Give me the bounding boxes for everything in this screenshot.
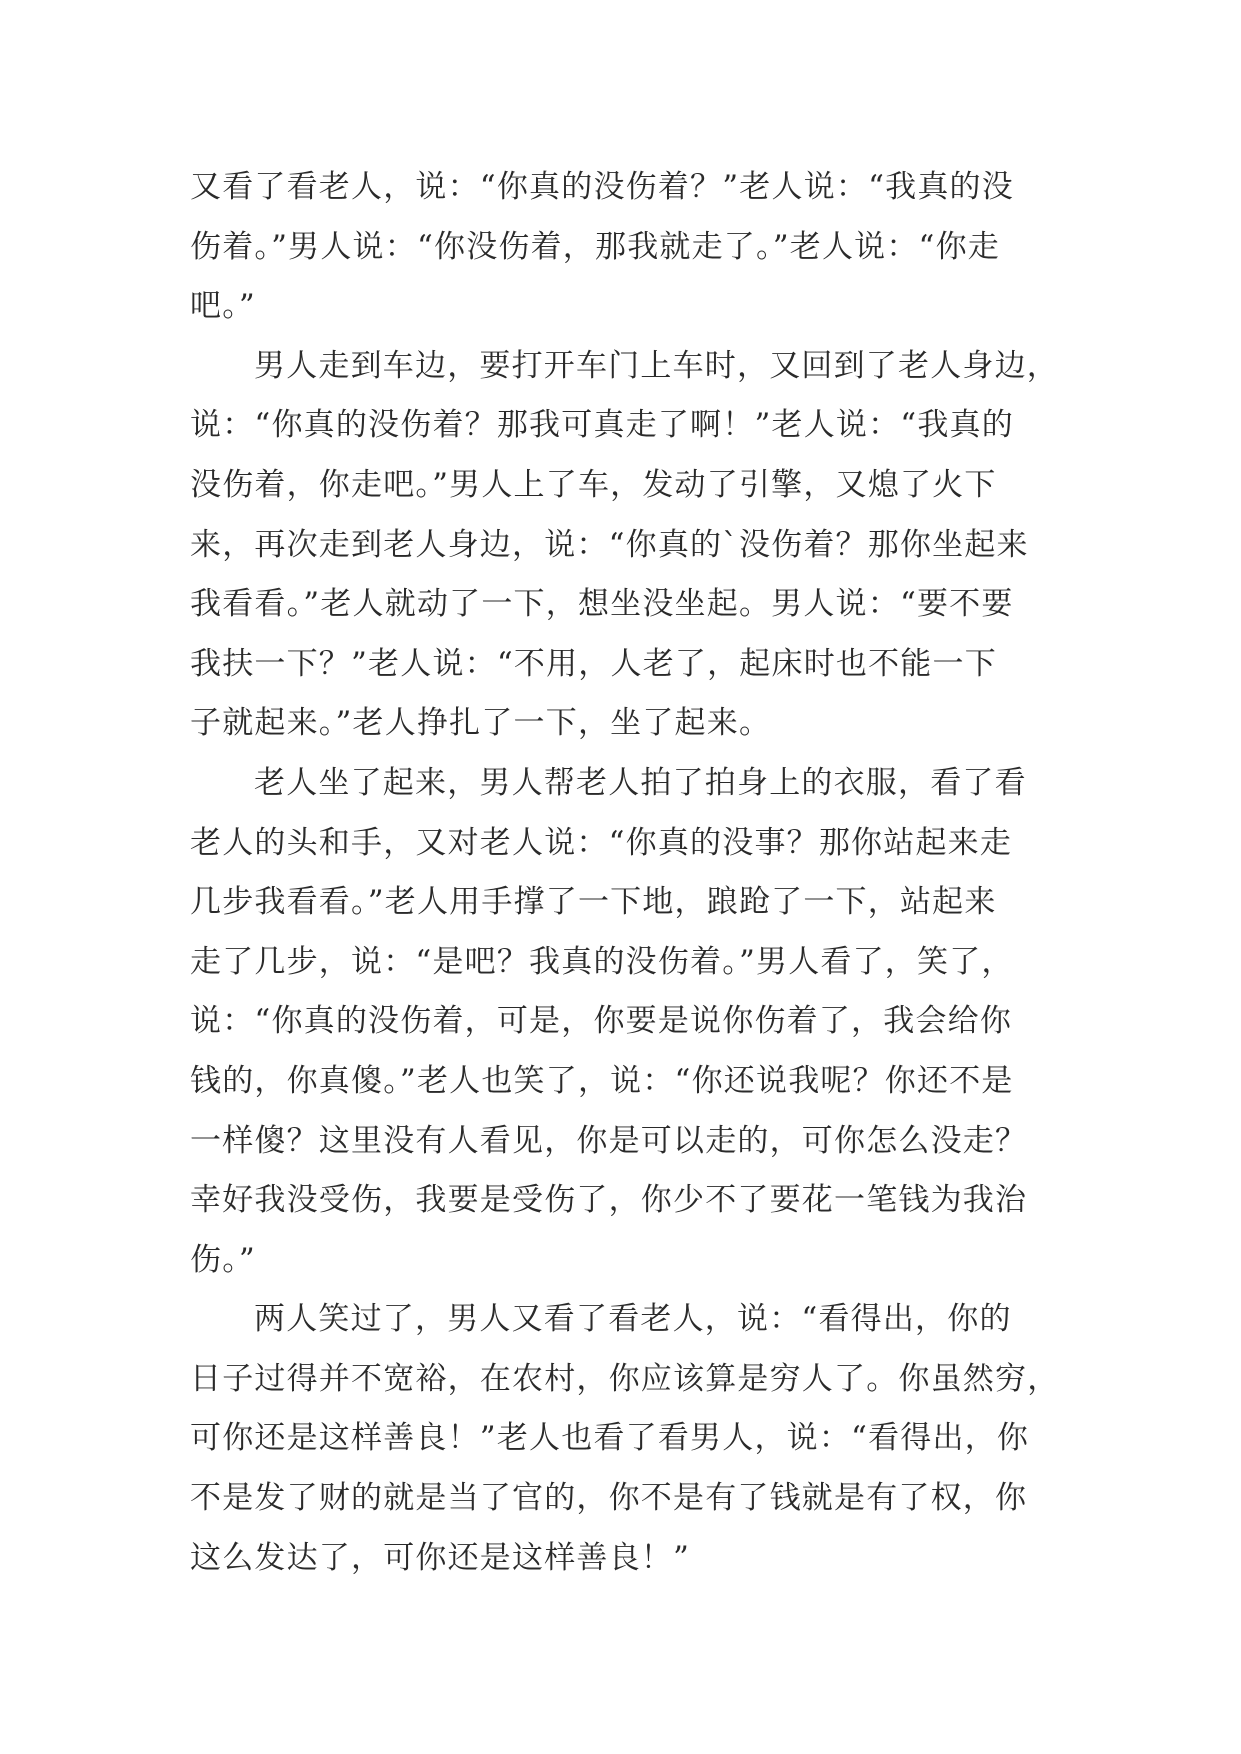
text-line-22: 可你还是这样善良！”老人也看了看男人，说：“看得出，你 (190, 1420, 1030, 1457)
text-line-15: 说：“你真的没伤着，可是，你要是说你伤着了，我会给你 (190, 1003, 1013, 1040)
text-line-17: 一样傻？这里没有人看见，你是可以走的，可你怎么没走？ (190, 1122, 1028, 1159)
text-line-3: 吧。” (190, 288, 256, 325)
text-line-12: 老人的头和手，又对老人说：“你真的没事？那你站起来走 (190, 824, 1013, 861)
text-line-19: 伤。” (190, 1241, 256, 1278)
text-line-6: 没伤着，你走吧。”男人上了车，发动了引擎，又熄了火下 (190, 466, 997, 503)
text-line-21: 日子过得并不宽裕，在农村，你应该算是穷人了。你虽然穷， (190, 1360, 1060, 1397)
text-line-11: 老人坐了起来，男人帮老人拍了拍身上的衣服，看了看 (254, 764, 1027, 801)
text-line-8: 我看看。”老人就动了一下，想坐没坐起。男人说：“要不要 (190, 586, 1014, 623)
text-line-10: 子就起来。”老人挣扎了一下，坐了起来。 (190, 705, 772, 742)
text-line-24: 这么发达了，可你还是这样善良！” (190, 1539, 691, 1576)
text-line-2: 伤着。”男人说：“你没伤着，那我就走了。”老人说：“你走 (190, 228, 1000, 265)
text-line-4: 男人走到车边，要打开车门上车时，又回到了老人身边， (254, 347, 1059, 384)
story-text-block (190, 158, 1070, 1588)
text-line-23: 不是发了财的就是当了官的，你不是有了钱就是有了权，你 (190, 1480, 1028, 1517)
text-line-14: 走了几步，说：“是吧？我真的没伤着。”男人看了，笑了， (190, 943, 1014, 980)
text-line-20: 两人笑过了，男人又看了看老人，说：“看得出，你的 (254, 1301, 1012, 1338)
text-line-18: 幸好我没受伤，我要是受伤了，你少不了要花一笔钱为我治 (190, 1182, 1028, 1219)
text-line-9: 我扶一下？”老人说：“不用，人老了，起床时也不能一下 (190, 645, 997, 682)
text-line-16: 钱的，你真傻。”老人也笑了，说：“你还说我呢？你还不是 (190, 1062, 1014, 1099)
text-line-5: 说：“你真的没伤着？那我可真走了啊！”老人说：“我真的 (190, 407, 1014, 444)
text-line-13: 几步我看看。”老人用手撑了一下地，踉跄了一下，站起来 (190, 884, 997, 921)
text-line-7: 来，再次走到老人身边，说：“你真的`没伤着？那你坐起来 (190, 526, 1029, 563)
text-line-1: 又看了看老人，说：“你真的没伤着？”老人说：“我真的没 (190, 169, 1014, 205)
